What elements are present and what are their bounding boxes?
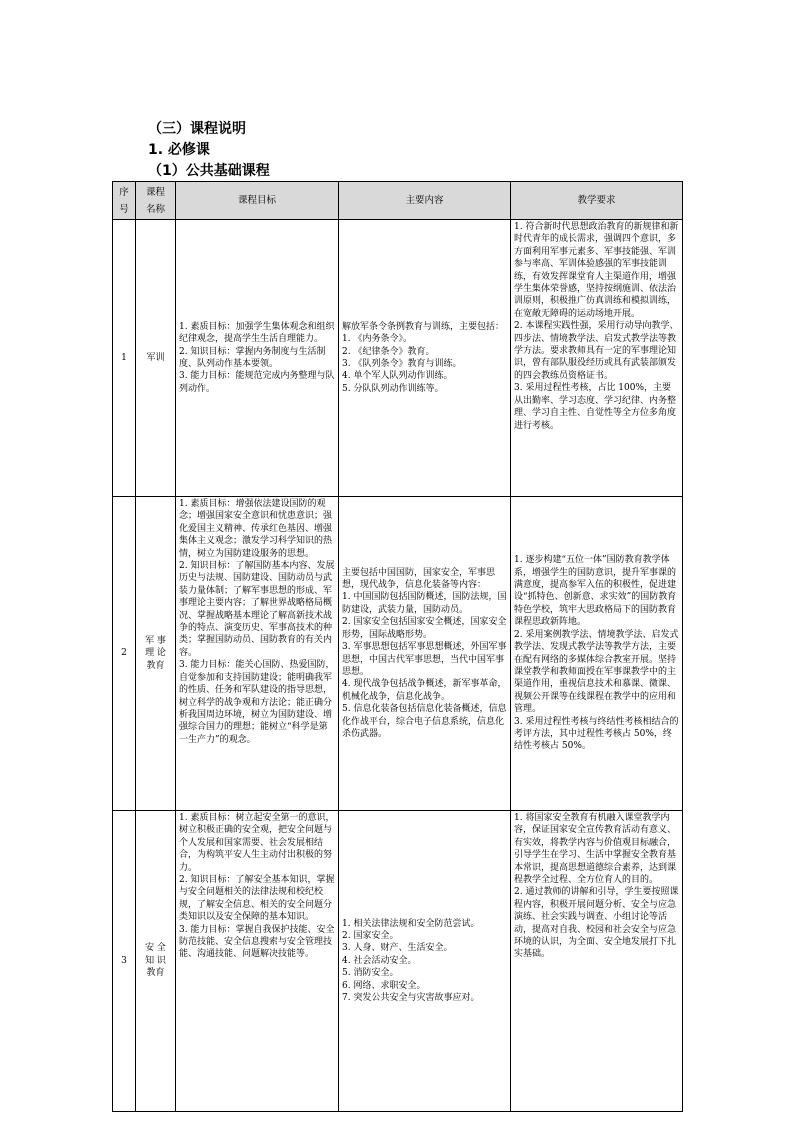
teaching-requirements: 1. 符合新时代思想政治教育的新规律和新时代青年的成长需求，强调四个意识，多方面利用军事元素多、军事技能强、军训参与率高、军训体验感强的军事技能训练，有效发挥课堂育人主渠道作用，增强学生集体荣誉感，坚持按纲施训、依法治训原则，积极推广仿真训练和模拟训练，在宽敞无障碍的运动场地开展。 2. 本课程实践性强，采用行动导向教学、四步法、情境教学法、启发式教学法等教学方法。要求教师具有一定的军事理论知识，曾有部队服役经历或具有武装部颁发的四会教练员资格证书。 3. 采用过程性考核，占比 100%，主要从出勤率、学习态度、学习纪律、内务整理、学习自主性、自觉性等全方位多角度进行考核。 bbox=[511, 220, 683, 497]
header-goal: 课程目标 bbox=[176, 182, 339, 220]
course-content: 1. 相关法律法规和安全防范尝试。 2. 国家安全。 3. 人身、财产、生活安全。 4. 社会活动安全。 5. 消防安全。 6. 网络、求职安全。 7. 突发公共安全与灾害故事应对。 bbox=[339, 811, 511, 1112]
public-basic-courses-heading: （1）公共基础课程 bbox=[148, 163, 270, 179]
row-number: 3 bbox=[113, 811, 136, 1112]
row-number: 2 bbox=[113, 497, 136, 811]
table-row bbox=[113, 497, 683, 811]
course-goal: 1. 素质目标：树立起安全第一的意识，树立积极正确的安全观，把安全问题与个人发展和国家需要、社会发展相结合，为构筑平安人生主动付出积极的努力。 2. 知识目标：了解安全基本知识，掌握与安全问题相关的法律法规和校纪校规，了解安全信息、相关的安全问题分类知识以及安全保障的基本知识。 3. 能力目标：掌握自我保护技能、安全防范技能、安全信息搜索与安全管理技能、沟通技能、问题解决技能等。 bbox=[176, 811, 339, 1112]
course-content: 主要包括中国国防，国家安全，军事思想，现代战争，信息化装备等内容： 1. 中国国防包括国防概述，国防法规，国防建设，武装力量，国防动员。 2. 国家安全包括国家安全概述，国家安全形势，国际战略形势。 3. 军事思想包括军事思想概述，外国军事思想，中国古代军事思想，当代中国军事思想。 4. 现代战争包括战争概述，新军事革命，机械化战争，信息化战争。 5. 信息化装备包括信息化装备概述，信息化作战平台，综合电子信息系统，信息化杀伤武器。 bbox=[339, 497, 511, 811]
course-table bbox=[112, 181, 683, 1112]
header-name: 课程 名称 bbox=[136, 182, 176, 220]
required-courses-heading: 1. 必修课 bbox=[148, 142, 210, 158]
teaching-requirements: 1. 逐步构建“五位一体”国防教育教学体系，增强学生的国防意识，提升军事课的满意度，提高参军入伍的积极性，促进建设“抓特色、创新意、求实效”的国防教育特色学校，筑牢大思政格局下的国防教育课程思政新阵地。 2. 采用案例教学法、情境教学法、启发式教学法、发现式教学法等教学方法，主要在配有网络的多媒体综合教室开展。坚持课堂教学和教师面授在军事课教学中的主渠道作用，重视信息技术和慕课、微课、视频公开课等在线课程在教学中的应用和管理。 3. 采用过程性考核与终结性考核相结合的考评方法，其中过程性考核占 50%，终结性考核占 50%。 bbox=[511, 497, 683, 811]
table-row bbox=[113, 220, 683, 497]
course-goal: 1. 素质目标：加强学生集体观念和组织纪律观念，提高学生生活自理能力。 2. 知识目标：掌握内务制度与生活制度、队列动作基本要领。 3. 能力目标：能规范完成内务整理与队列动作。 bbox=[176, 220, 339, 497]
section-heading: （三）课程说明 bbox=[148, 121, 246, 137]
table-header-row bbox=[113, 182, 683, 220]
table-row bbox=[113, 811, 683, 1112]
course-name: 军 事 理 论 教育 bbox=[136, 497, 176, 811]
row-number: 1 bbox=[113, 220, 136, 497]
header-requirements: 教学要求 bbox=[511, 182, 683, 220]
header-no: 序 号 bbox=[113, 182, 136, 220]
course-name: 安 全 知 识 教育 bbox=[136, 811, 176, 1112]
course-name: 军训 bbox=[136, 220, 176, 497]
header-content: 主要内容 bbox=[339, 182, 511, 220]
teaching-requirements: 1. 将国家安全教育有机融入课堂教学内容，保证国家安全宣传教育活动有意义、有实效，将教学内容与价值观目标融合，引导学生在学习、生活中掌握安全教育基本常识，提高思想道德综合素养，达到课程教学全过程、全方位育人的目的。 2. 通过教师的讲解和引导，学生要按照课程内容，积极开展问题分析、安全与应急演练、社会实践与调查、小组讨论等活动，提高对自我、校园和社会安全与应急环境的认识，为全面、安全地发展打下扎实基础。 bbox=[511, 811, 683, 1112]
course-content: 解放军条令条例教育与训练，主要包括： 1. 《内务条令》。 2. 《纪律条令》教育。 3. 《队列条令》教育与训练。 4. 单个军人队列动作训练。 5. 分队队列动作训练等。 bbox=[339, 220, 511, 497]
course-goal: 1. 素质目标：增强依法建设国防的观念；增强国家安全意识和忧患意识；强化爱国主义精神、传承红色基因、增强集体主义观念；激发学习科学知识的热情，树立为国防建设服务的思想。 2. 知识目标：了解国防基本内容、发展历史与法规、国防建设、国防动员与武装力量体制；了解军事思想的形成、军事理论主要内容；了解世界战略格局概况、掌握战略基本理论了解高新技术战争的特点、演变历史、军事高技术的种类；掌握国防动员、国防教育的有关内容。 3. 能力目标：能关心国防、热爱国防，自觉参加和支持国防建设；能明确我军的性质、任务和军队建设的指导思想，树立科学的战争观和方法论；能正确分析我国周边环境，树立为国防建设、增强综合国力的理想；能树立“科学是第一生产力”的观念。 bbox=[176, 497, 339, 811]
